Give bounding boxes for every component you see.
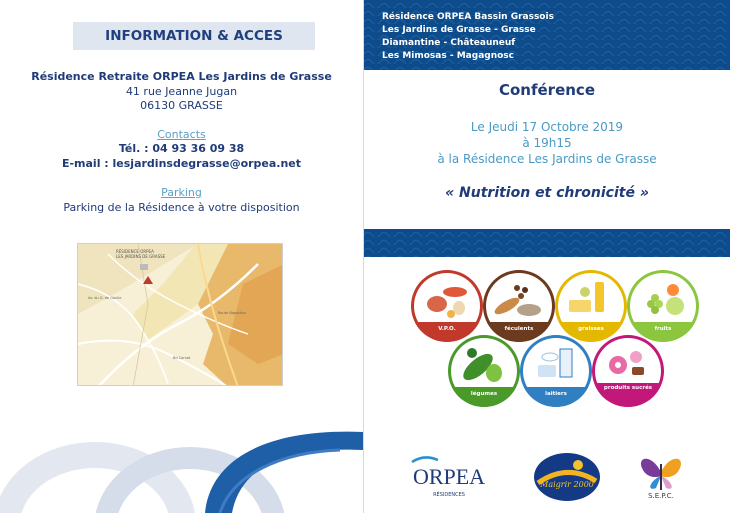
food-group-label: laitiers: [545, 391, 567, 397]
orpea-subtitle: RÉSIDENCES: [433, 492, 465, 498]
svg-text:Bd Carnot: Bd Carnot: [173, 356, 191, 360]
right-panel: [364, 0, 730, 513]
wave-pattern: [364, 229, 730, 257]
food-group-label: féculents: [504, 326, 534, 332]
food-group-fruits: [627, 270, 699, 342]
svg-text:Route Napoléon: Route Napoléon: [218, 311, 246, 315]
food-group-label: produits sucrés: [603, 385, 653, 391]
parking-text: Parking de la Résidence à votre disposition: [63, 201, 300, 214]
food-group-legumes: [448, 335, 520, 407]
orpea-wordmark: ORPEA: [412, 464, 486, 489]
residence-name: Résidence Retraite ORPEA Les Jardins de Grasse: [31, 70, 332, 83]
header-band: [364, 0, 730, 70]
orpea-logo: [404, 452, 494, 502]
butterfly-icon: [632, 452, 690, 504]
conference-subject: « Nutrition et chronicité »: [445, 185, 649, 201]
maigrir-wordmark: Maigrir 2000: [540, 480, 594, 489]
conference-place: à la Résidence Les Jardins de Grasse: [437, 152, 657, 166]
residence-line: Les Jardins de Grasse - Grasse: [382, 25, 536, 35]
svg-text:Av. du G. de Gaulle: Av. du G. de Gaulle: [88, 296, 122, 300]
food-group-label: graisses: [578, 326, 604, 332]
svg-text:RÉSIDENCE ORPEA: RÉSIDENCE ORPEA: [116, 249, 154, 254]
street-address: 41 rue Jeanne Jugan: [125, 85, 238, 98]
maigrir-logo-image: [532, 451, 602, 503]
food-group-label: légumes: [470, 391, 498, 397]
food-group-sucres: [592, 335, 664, 407]
food-group-label: V.P.O.: [438, 326, 456, 332]
residence-line: Résidence ORPEA Bassin Grassois: [382, 12, 554, 22]
food-group-graisses: [555, 270, 627, 342]
sepc-logo: [632, 452, 690, 504]
sepc-wordmark: S.E.P.C.: [648, 492, 674, 500]
food-group-label: fruits: [654, 326, 672, 332]
middle-band: [364, 229, 730, 257]
section-title: INFORMATION & ACCES: [73, 22, 315, 50]
maigrir-logo: [532, 451, 602, 503]
left-panel: [0, 0, 363, 513]
email-address: E-mail : lesjardinsdegrasse@orpea.net: [61, 157, 302, 170]
phone-number: Tél. : 04 93 36 09 38: [118, 142, 245, 155]
conference-date: Le Jeudi 17 Octobre 2019: [470, 120, 624, 134]
residence-list: [382, 11, 554, 63]
conference-time: à 19h15: [522, 136, 572, 150]
food-group-vpo: [411, 270, 483, 342]
access-map: [77, 243, 283, 386]
sweets-icon: [592, 335, 664, 407]
orpea-logo-image: [404, 452, 494, 502]
residence-line: Les Mimosas - Magagnosc: [382, 51, 514, 61]
conference-title: Conférence: [498, 81, 595, 99]
map-image: [78, 244, 283, 386]
parking-link[interactable]: Parking: [161, 186, 202, 199]
food-group-feculents: [483, 270, 555, 342]
city-address: 06130 GRASSE: [140, 99, 223, 112]
svg-text:LES JARDINS DE GRASSE: LES JARDINS DE GRASSE: [116, 254, 166, 259]
food-group-laitiers: [520, 335, 592, 407]
residence-line: Diamantine - Châteauneuf: [382, 38, 516, 48]
decorative-swirls: [0, 420, 363, 513]
contacts-link[interactable]: Contacts: [157, 128, 206, 141]
